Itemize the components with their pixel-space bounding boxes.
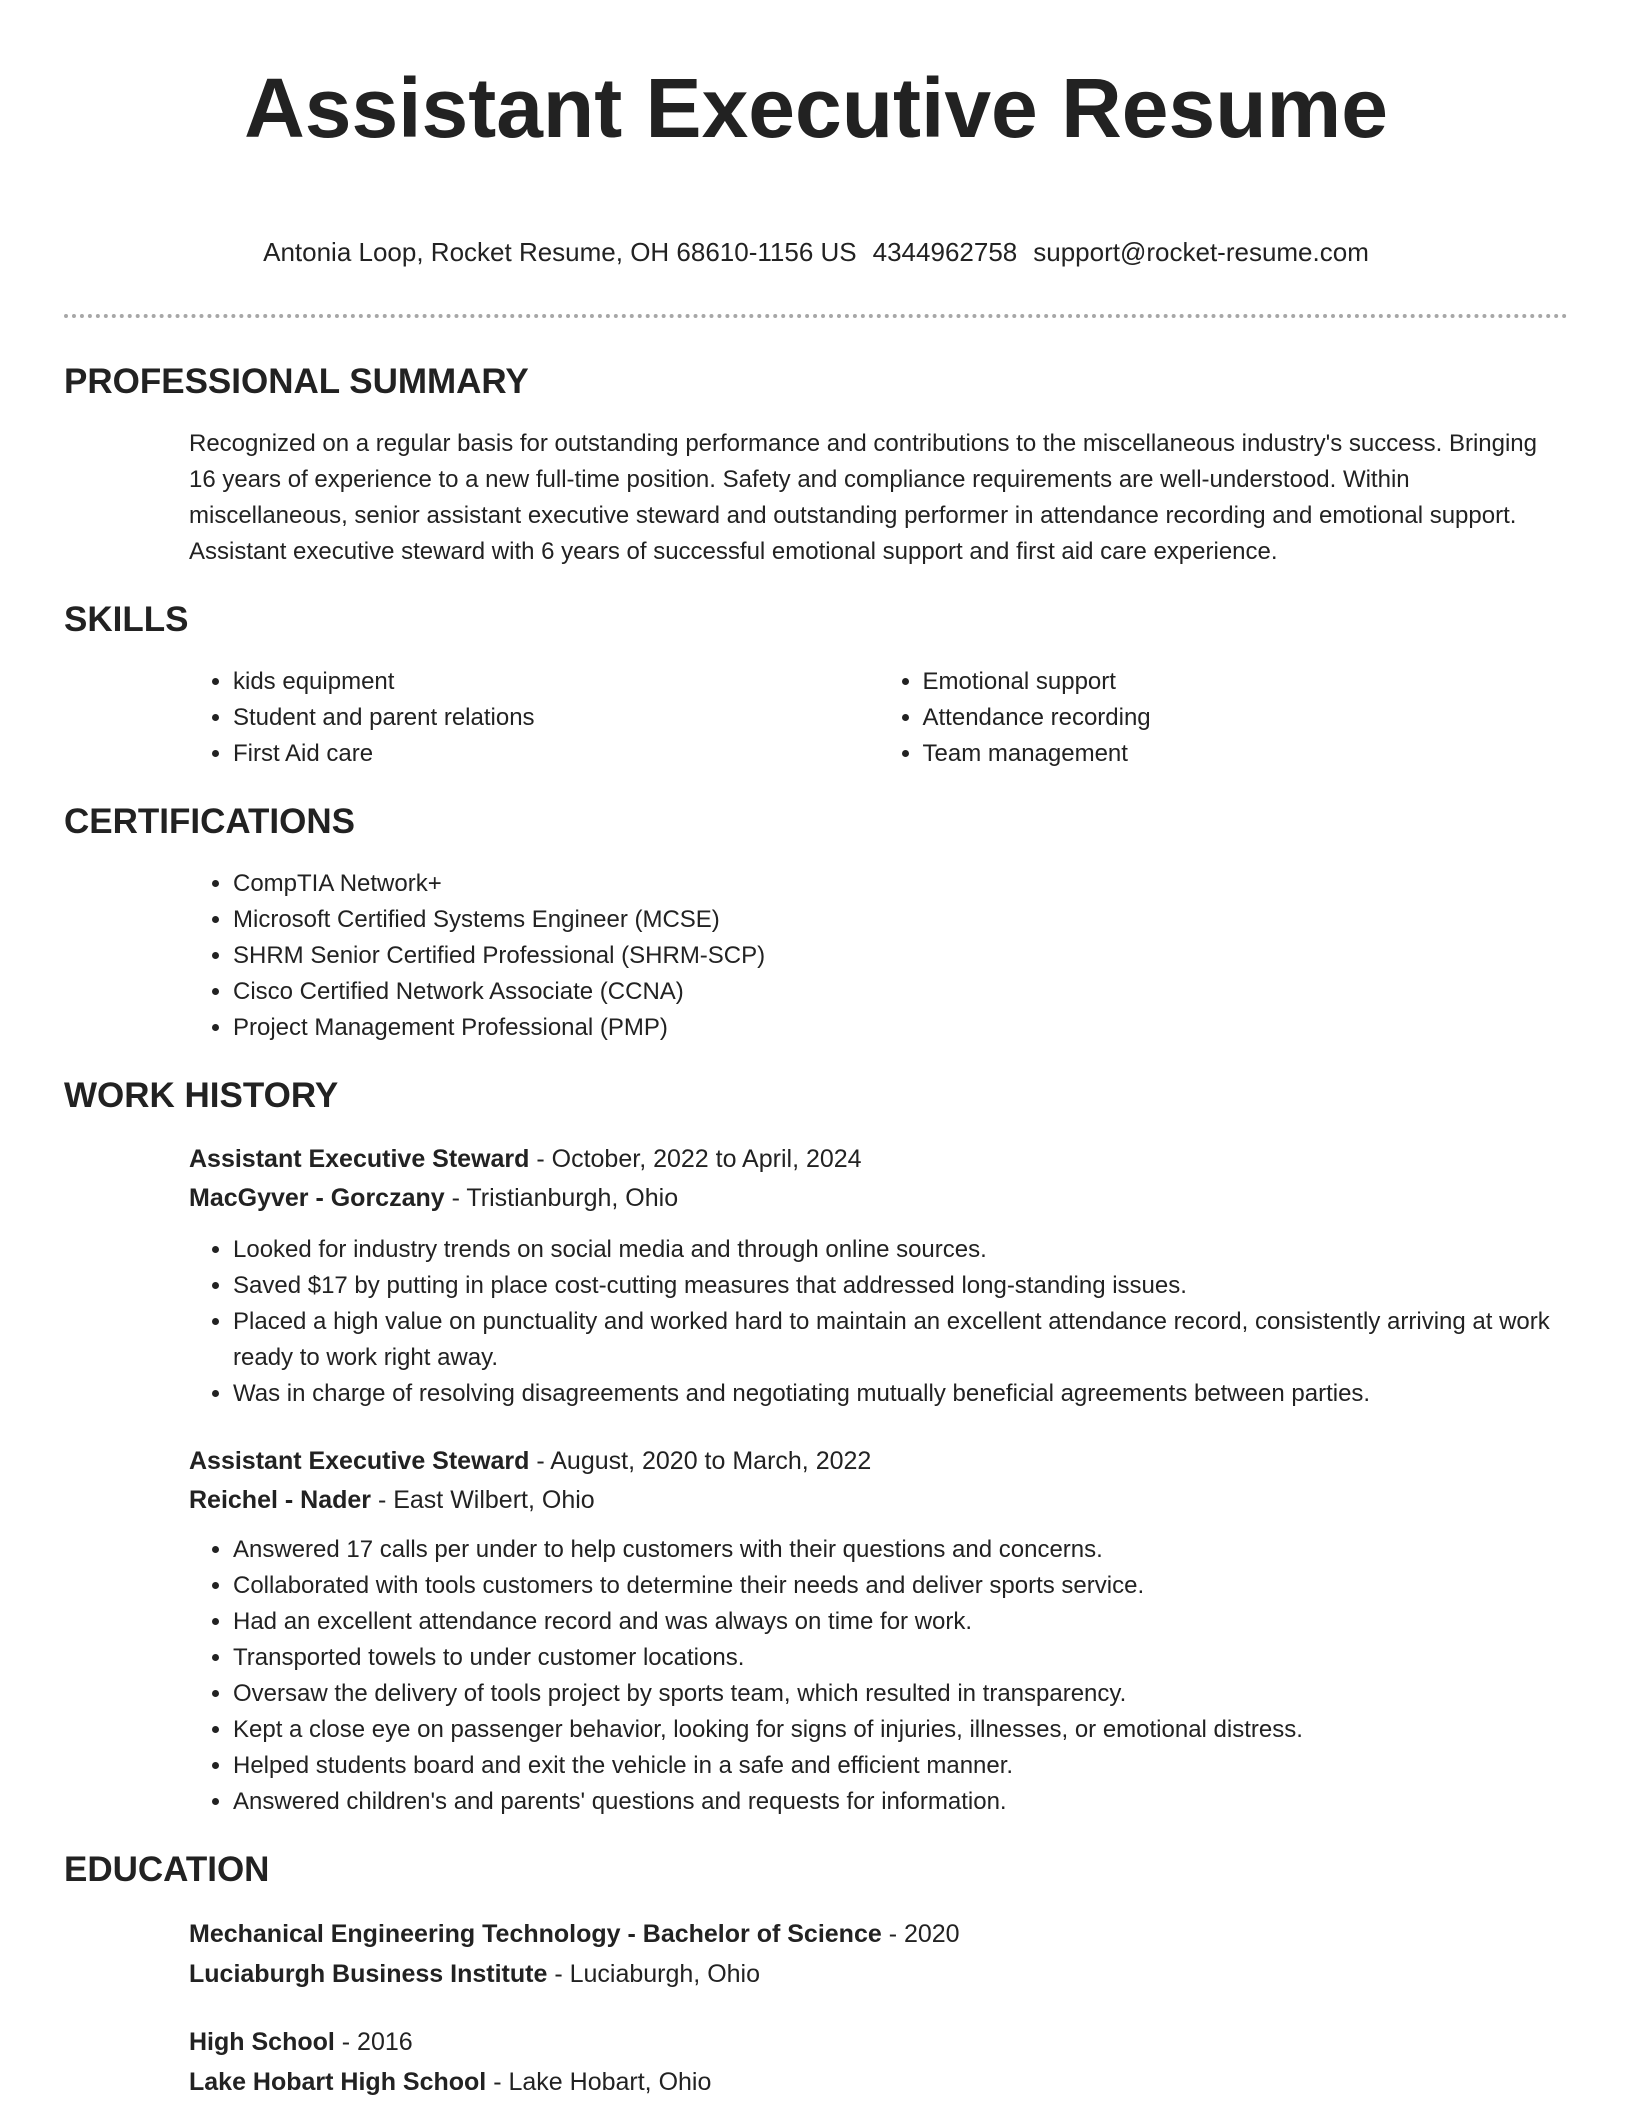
contact-line [64, 236, 1568, 268]
skills-list-right [879, 664, 1569, 772]
work-history-section [64, 1076, 1568, 1820]
education-section [64, 1850, 1568, 2102]
education-location: - Lake Hobart, Ohio [486, 2068, 712, 2096]
job-location: - East Wilbert, Ohio [371, 1486, 595, 1514]
skills-heading: SKILLS [64, 600, 189, 639]
job-bullet: • Answered children's and parents' questions and requests for information. [233, 1784, 1568, 1820]
certification-item: • Cisco Certified Network Associate (CCNA) [233, 974, 1568, 1010]
certifications-heading: CERTIFICATIONS [64, 802, 356, 841]
education-degree-line [189, 1914, 1568, 1954]
job-bullets [189, 1532, 1568, 1820]
certifications-section [64, 802, 1568, 1046]
job-bullet: • Oversaw the delivery of tools project by sports team, which resulted in transparency. [233, 1676, 1568, 1712]
job-bullet: • Answered 17 calls per under to help customers with their questions and concerns. [233, 1532, 1568, 1568]
job-bullets [189, 1232, 1568, 1412]
certification-item: • Microsoft Certified Systems Engineer (MCSE) [233, 902, 1568, 938]
education-school: Lake Hobart High School [189, 2068, 487, 2096]
job-bullet: • Looked for industry trends on social media and through online sources. [233, 1232, 1568, 1268]
education-location: - Luciaburgh, Ohio [547, 1960, 760, 1988]
job-title: Assistant Executive Steward [189, 1447, 530, 1475]
summary-text: Recognized on a regular basis for outstanding performance and contributions to the miscellaneous industry's success. Bringing 16 years of experience to a new full-time position. Safety and compliance requirements are well-understood. Within miscellaneous, senior assistant executive steward and outstanding performer in attendance recording and emotional support. Assistant executive steward with 6 years of successful emotional support and first aid care experience. [189, 430, 1537, 565]
job-location: - Tristianburgh, Ohio [444, 1184, 679, 1212]
skills-section [64, 600, 1568, 772]
certifications-list [189, 866, 1568, 1046]
skills-list-left [189, 664, 879, 772]
resume-title: Assistant Executive Resume [244, 61, 1388, 155]
job-bullet: • Collaborated with tools customers to determine their needs and deliver sports service. [233, 1568, 1568, 1604]
summary-section [64, 362, 1568, 570]
education-degree: High School [189, 2028, 335, 2056]
job-bullet: • Transported towels to under customer locations. [233, 1640, 1568, 1676]
job-title-line [189, 1442, 1568, 1481]
job-bullet: • Was in charge of resolving disagreements and negotiating mutually beneficial agreements between parties. [233, 1376, 1568, 1412]
job-entry [64, 1442, 1568, 1820]
job-company: Reichel - Nader [189, 1486, 372, 1514]
education-degree-line [189, 2022, 1568, 2062]
certification-item: • Project Management Professional (PMP) [233, 1010, 1568, 1046]
skill-item: • First Aid care [233, 736, 879, 772]
certification-item: • CompTIA Network+ [233, 866, 1568, 902]
contact-address: Antonia Loop, Rocket Resume, OH 68610-1156 US [263, 237, 857, 267]
education-entry [64, 1914, 1568, 1994]
education-year: - 2016 [334, 2028, 413, 2056]
education-degree: Mechanical Engineering Technology - Bachelor of Science [189, 1920, 882, 1948]
job-company: MacGyver - Gorczany [189, 1184, 445, 1212]
job-bullet: • Placed a high value on punctuality and worked hard to maintain an excellent attendance record, consistently arriving at work ready to work right away. [233, 1304, 1568, 1376]
contact-email: support@rocket-resume.com [1033, 237, 1369, 267]
skill-item: • Team management [923, 736, 1569, 772]
job-title-line [189, 1140, 1568, 1179]
job-company-line [189, 1481, 1568, 1520]
certification-item: • SHRM Senior Certified Professional (SHRM-SCP) [233, 938, 1568, 974]
summary-heading: PROFESSIONAL SUMMARY [64, 362, 529, 401]
job-title: Assistant Executive Steward [189, 1145, 530, 1173]
contact-phone: 4344962758 [872, 237, 1018, 267]
skill-item: • Attendance recording [923, 700, 1569, 736]
education-school: Luciaburgh Business Institute [189, 1960, 548, 1988]
job-bullet: • Saved $17 by putting in place cost-cutting measures that addressed long-standing issues. [233, 1268, 1568, 1304]
skill-item: • kids equipment [233, 664, 879, 700]
job-bullet: • Had an excellent attendance record and was always on time for work. [233, 1604, 1568, 1640]
education-entry [64, 2022, 1568, 2102]
education-heading: EDUCATION [64, 1850, 270, 1889]
header-divider [64, 314, 1568, 318]
skill-item: • Student and parent relations [233, 700, 879, 736]
job-company-line [189, 1179, 1568, 1218]
work-history-heading: WORK HISTORY [64, 1076, 339, 1115]
job-bullet: • Helped students board and exit the vehicle in a safe and efficient manner. [233, 1748, 1568, 1784]
skill-item: • Emotional support [923, 664, 1569, 700]
education-school-line [189, 2062, 1568, 2102]
job-entry [64, 1140, 1568, 1412]
education-year: - 2020 [881, 1920, 960, 1948]
job-bullet: • Kept a close eye on passenger behavior, looking for signs of injuries, illnesses, or emotional distress. [233, 1712, 1568, 1748]
job-dates: - August, 2020 to March, 2022 [529, 1447, 872, 1475]
education-school-line [189, 1954, 1568, 1994]
job-dates: - October, 2022 to April, 2024 [529, 1145, 862, 1173]
